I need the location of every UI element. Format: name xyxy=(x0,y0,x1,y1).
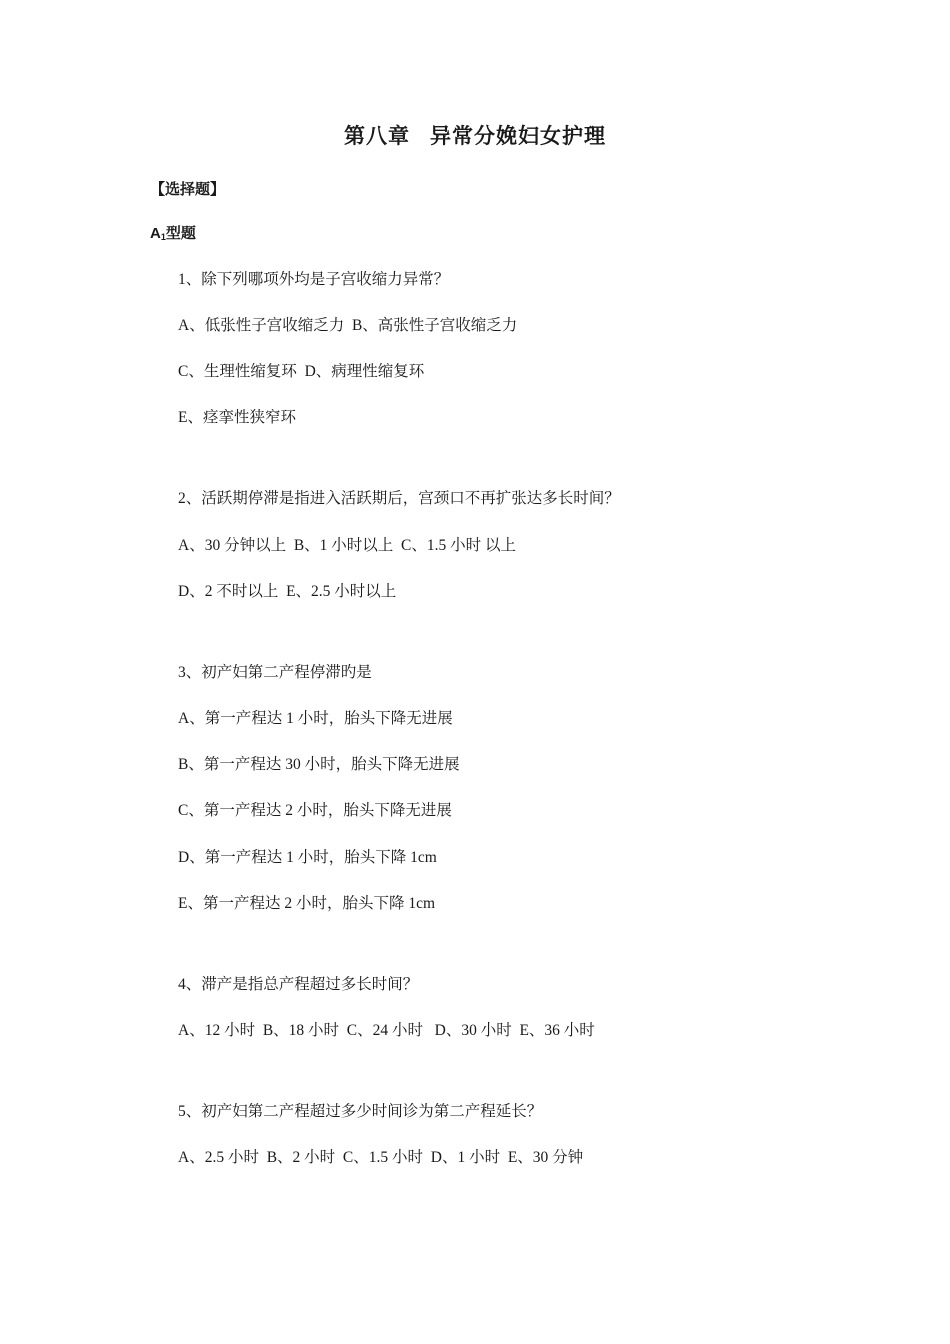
page-title xyxy=(0,120,950,150)
question-3-option-line: B、第一产程达 30 小时，胎头下降无进展 xyxy=(178,756,460,773)
question-2-stem: 2、活跃期停滞是指进入活跃期后，宫颈口不再扩张达多长时间？ xyxy=(178,490,620,507)
section-heading: 【选择题】 xyxy=(150,181,226,198)
question-3-option-line: C、第一产程达 2 小时，胎头下降无进展 xyxy=(178,802,452,819)
question-1-option-line: E、痉挛性狭窄环 xyxy=(178,409,296,426)
question-3-option-line: E、第一产程达 2 小时，胎头下降 1cm xyxy=(178,895,436,912)
question-1-option-line: A、低张性子宫收缩乏力 B、高张性子宫收缩乏力 xyxy=(178,317,518,334)
question-3-option-line: D、第一产程达 1 小时，胎头下降 1cm xyxy=(178,849,437,866)
chapter-name: 异常分娩妇女护理 xyxy=(430,125,606,148)
question-5-stem: 5、初产妇第二产程超过多少时间诊为第二产程延长？ xyxy=(178,1103,543,1120)
question-4-stem: 4、滞产是指总产程超过多长时间？ xyxy=(178,976,419,993)
subsection-heading: $A_1$型题 xyxy=(150,225,196,242)
question-3-stem: 3、初产妇第二产程停滞旳是 xyxy=(178,664,372,681)
question-1-stem: 1、除下列哪项外均是子宫收缩力异常？ xyxy=(178,271,450,288)
question-5-option-line: A、2.5 小时 B、2 小时 C、1.5 小时 D、1 小时 E、30 分钟 xyxy=(178,1149,584,1166)
question-1-option-line: C、生理性缩复环 D、病理性缩复环 xyxy=(178,363,425,380)
question-4-option-line: A、12 小时 B、18 小时 C、24 小时 D、30 小时 E、36 小时 xyxy=(178,1022,595,1039)
question-2-option-line: D、2 不时以上 E、2.5 小时以上 xyxy=(178,583,397,600)
question-2-option-line: A、30 分钟以上 B、1 小时以上 C、1.5 小时 以上 xyxy=(178,537,516,554)
question-3-option-line: A、第一产程达 1 小时，胎头下降无进展 xyxy=(178,710,453,727)
chapter-number: 第八章 xyxy=(344,125,410,148)
